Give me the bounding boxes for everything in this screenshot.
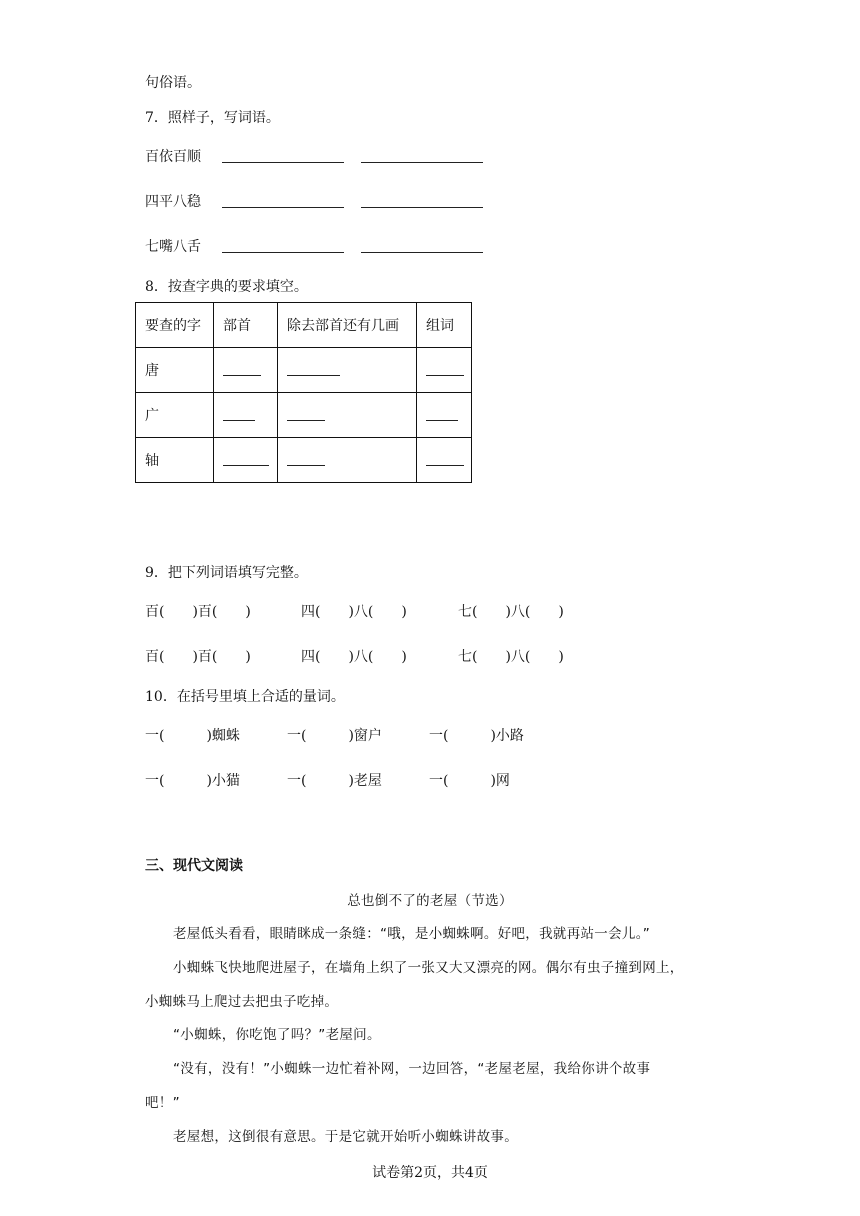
section-heading: 三、现代文阅读 (145, 858, 243, 874)
header-char: 要查的字 (136, 303, 214, 348)
passage-paragraph-cont: 小蜘蛛马上爬过去把虫子吃掉。 (145, 994, 339, 1010)
answer-blank[interactable] (361, 207, 483, 208)
fill-in-idiom[interactable]: 七( )八( ) (458, 604, 564, 620)
measure-word-item[interactable]: 一( )蜘蛛 (145, 728, 240, 744)
measure-word-item[interactable]: 一( )网 (429, 773, 510, 789)
answer-blank[interactable] (222, 162, 344, 163)
q7-example-word: 七嘴八舌 (145, 239, 201, 255)
word-cell[interactable] (417, 393, 472, 438)
q8-prompt: 8．按查字典的要求填空。 (145, 279, 308, 295)
q10-prompt: 10．在括号里填上合适的量词。 (145, 689, 345, 705)
radical-cell[interactable] (214, 438, 278, 483)
char-cell: 唐 (136, 348, 214, 393)
passage-paragraph: 老屋想，这倒很有意思。于是它就开始听小蜘蛛讲故事。 (173, 1129, 518, 1145)
radical-cell[interactable] (214, 393, 278, 438)
q7-example-word: 百依百顺 (145, 149, 201, 165)
fill-in-idiom[interactable]: 百( )百( ) (145, 604, 251, 620)
header-radical: 部首 (214, 303, 278, 348)
measure-word-item[interactable]: 一( )老屋 (287, 773, 382, 789)
strokes-cell[interactable] (278, 438, 417, 483)
char-cell: 轴 (136, 438, 214, 483)
strokes-cell[interactable] (278, 393, 417, 438)
q7-example-word: 四平八稳 (145, 194, 201, 210)
dictionary-table (135, 302, 472, 483)
passage-title: 总也倒不了的老屋（节选） (347, 893, 513, 909)
passage-paragraph: 小蜘蛛飞快地爬进屋子，在墙角上织了一张又大又漂亮的网。偶尔有虫子撞到网上， (173, 960, 684, 976)
measure-word-item[interactable]: 一( )小猫 (145, 773, 240, 789)
table-row (136, 393, 472, 438)
passage-paragraph: “小蜘蛛，你吃饱了吗？”老屋问。 (173, 1027, 381, 1043)
fill-in-idiom[interactable]: 四( )八( ) (301, 604, 407, 620)
table-row (136, 438, 472, 483)
answer-blank[interactable] (361, 162, 483, 163)
char-cell: 广 (136, 393, 214, 438)
passage-paragraph: 老屋低头看看，眼睛眯成一条缝：“哦，是小蜘蛛啊。好吧，我就再站一会儿。” (173, 926, 651, 942)
q7-prompt: 7．照样子，写词语。 (145, 110, 280, 126)
answer-blank[interactable] (361, 252, 483, 253)
page-footer: 试卷第2页，共4页 (372, 1165, 488, 1181)
measure-word-item[interactable]: 一( )小路 (429, 728, 524, 744)
radical-cell[interactable] (214, 348, 278, 393)
q9-prompt: 9．把下列词语填写完整。 (145, 565, 308, 581)
passage-paragraph-cont: 吧！” (145, 1095, 180, 1111)
answer-blank[interactable] (222, 207, 344, 208)
strokes-cell[interactable] (278, 348, 417, 393)
header-strokes: 除去部首还有几画 (278, 303, 417, 348)
fill-in-idiom[interactable]: 四( )八( ) (301, 649, 407, 665)
fill-in-idiom[interactable]: 百( )百( ) (145, 649, 251, 665)
header-word: 组词 (417, 303, 472, 348)
table-header-row (136, 303, 472, 348)
continued-text: 句俗语。 (145, 75, 201, 91)
word-cell[interactable] (417, 438, 472, 483)
passage-paragraph: “没有，没有！”小蜘蛛一边忙着补网，一边回答，“老屋老屋，我给你讲个故事 (173, 1061, 651, 1077)
measure-word-item[interactable]: 一( )窗户 (287, 728, 382, 744)
fill-in-idiom[interactable]: 七( )八( ) (458, 649, 564, 665)
table-row (136, 348, 472, 393)
answer-blank[interactable] (222, 252, 344, 253)
word-cell[interactable] (417, 348, 472, 393)
